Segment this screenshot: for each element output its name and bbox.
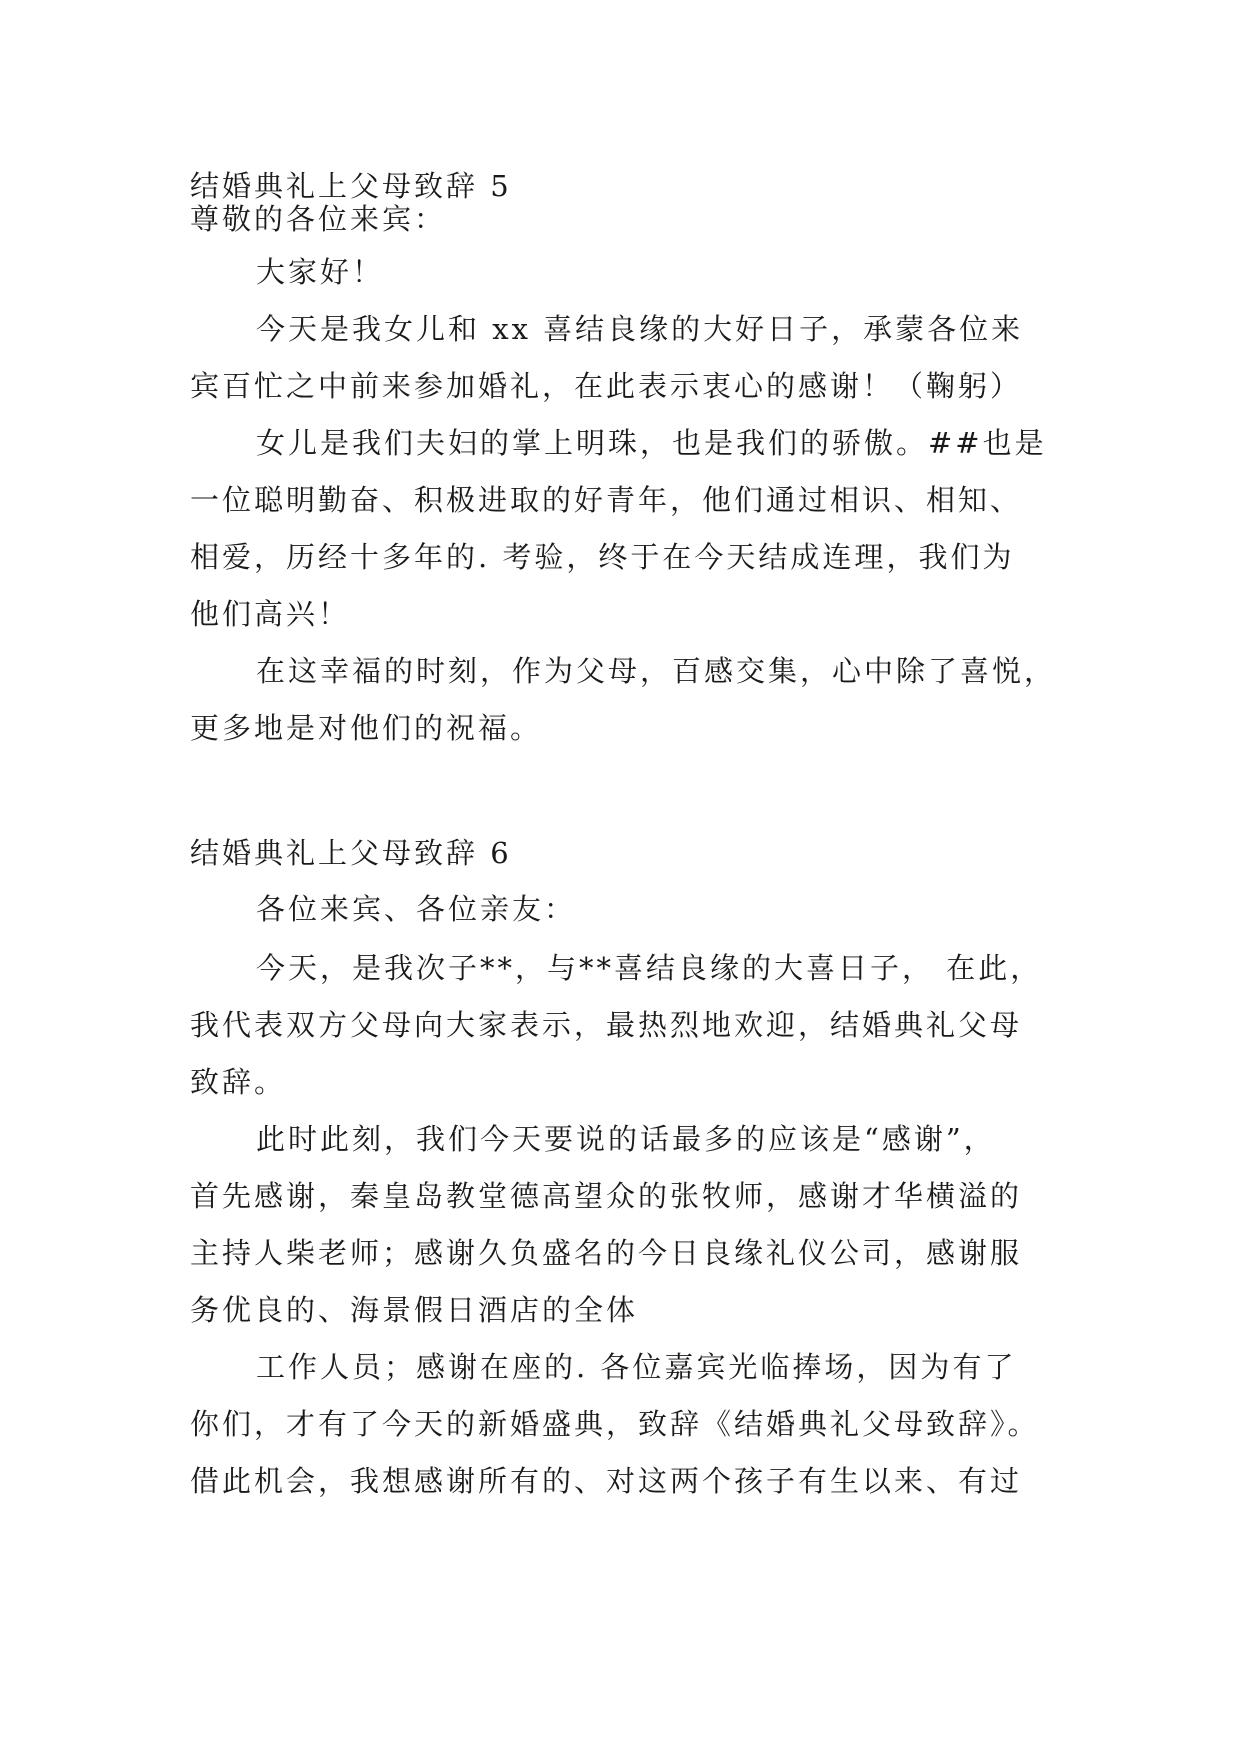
paragraph-line: 务优良的、海景假日酒店的全体 (190, 1293, 639, 1327)
paragraph-line: 今天是我女儿和 xx 喜结良缘的大好日子，承蒙各位来 (256, 312, 1024, 346)
paragraph-line: 此时此刻，我们今天要说的话最多的应该是“感谢”， (256, 1122, 996, 1156)
paragraph-line: 你们，才有了今天的新婚盛典，致辞《结婚典礼父母致辞》。 (190, 1407, 1040, 1441)
paragraph-line: 相爱，历经十多年的. 考验，终于在今天结成连理，我们为 (190, 540, 1015, 574)
paragraph-line: 我代表双方父母向大家表示，最热烈地欢迎，结婚典礼父母 (190, 1008, 1023, 1042)
paragraph-line: 致辞。 (190, 1065, 287, 1099)
paragraph-line: 在这幸福的时刻，作为父母，百感交集，心中除了喜悦， (256, 654, 1057, 688)
section-title: 结婚典礼上父母致辞 5 (190, 169, 512, 203)
paragraph-line: 一位聪明勤奋、积极进取的好青年，他们通过相识、相知、 (190, 483, 1023, 517)
paragraph-line: 借此机会，我想感谢所有的、对这两个孩子有生以来、有过 (190, 1464, 1023, 1498)
salutation: 各位来宾、各位亲友： (256, 892, 577, 926)
paragraph-line: 首先感谢，秦皇岛教堂德高望众的张牧师，感谢才华横溢的 (190, 1179, 1023, 1213)
paragraph-line: 工作人员；感谢在座的. 各位嘉宾光临捧场，因为有了 (256, 1350, 1017, 1384)
paragraph-line: 更多地是对他们的祝福。 (190, 711, 543, 745)
greeting: 大家好！ (256, 255, 385, 289)
paragraph-line: 女儿是我们夫妇的掌上明珠，也是我们的骄傲。##也是 (256, 426, 1047, 460)
paragraph-line: 宾百忙之中前来参加婚礼，在此表示衷心的感谢！（鞠躬） (190, 369, 1023, 403)
section-title: 结婚典礼上父母致辞 6 (190, 836, 512, 870)
paragraph-line: 他们高兴！ (190, 597, 351, 631)
paragraph-line: 主持人柴老师；感谢久负盛名的今日良缘礼仪公司，感谢服 (190, 1236, 1023, 1270)
salutation: 尊敬的各位来宾： (190, 202, 447, 236)
paragraph-line: 今天，是我次子**，与**喜结良缘的大喜日子， 在此， (256, 951, 1043, 985)
